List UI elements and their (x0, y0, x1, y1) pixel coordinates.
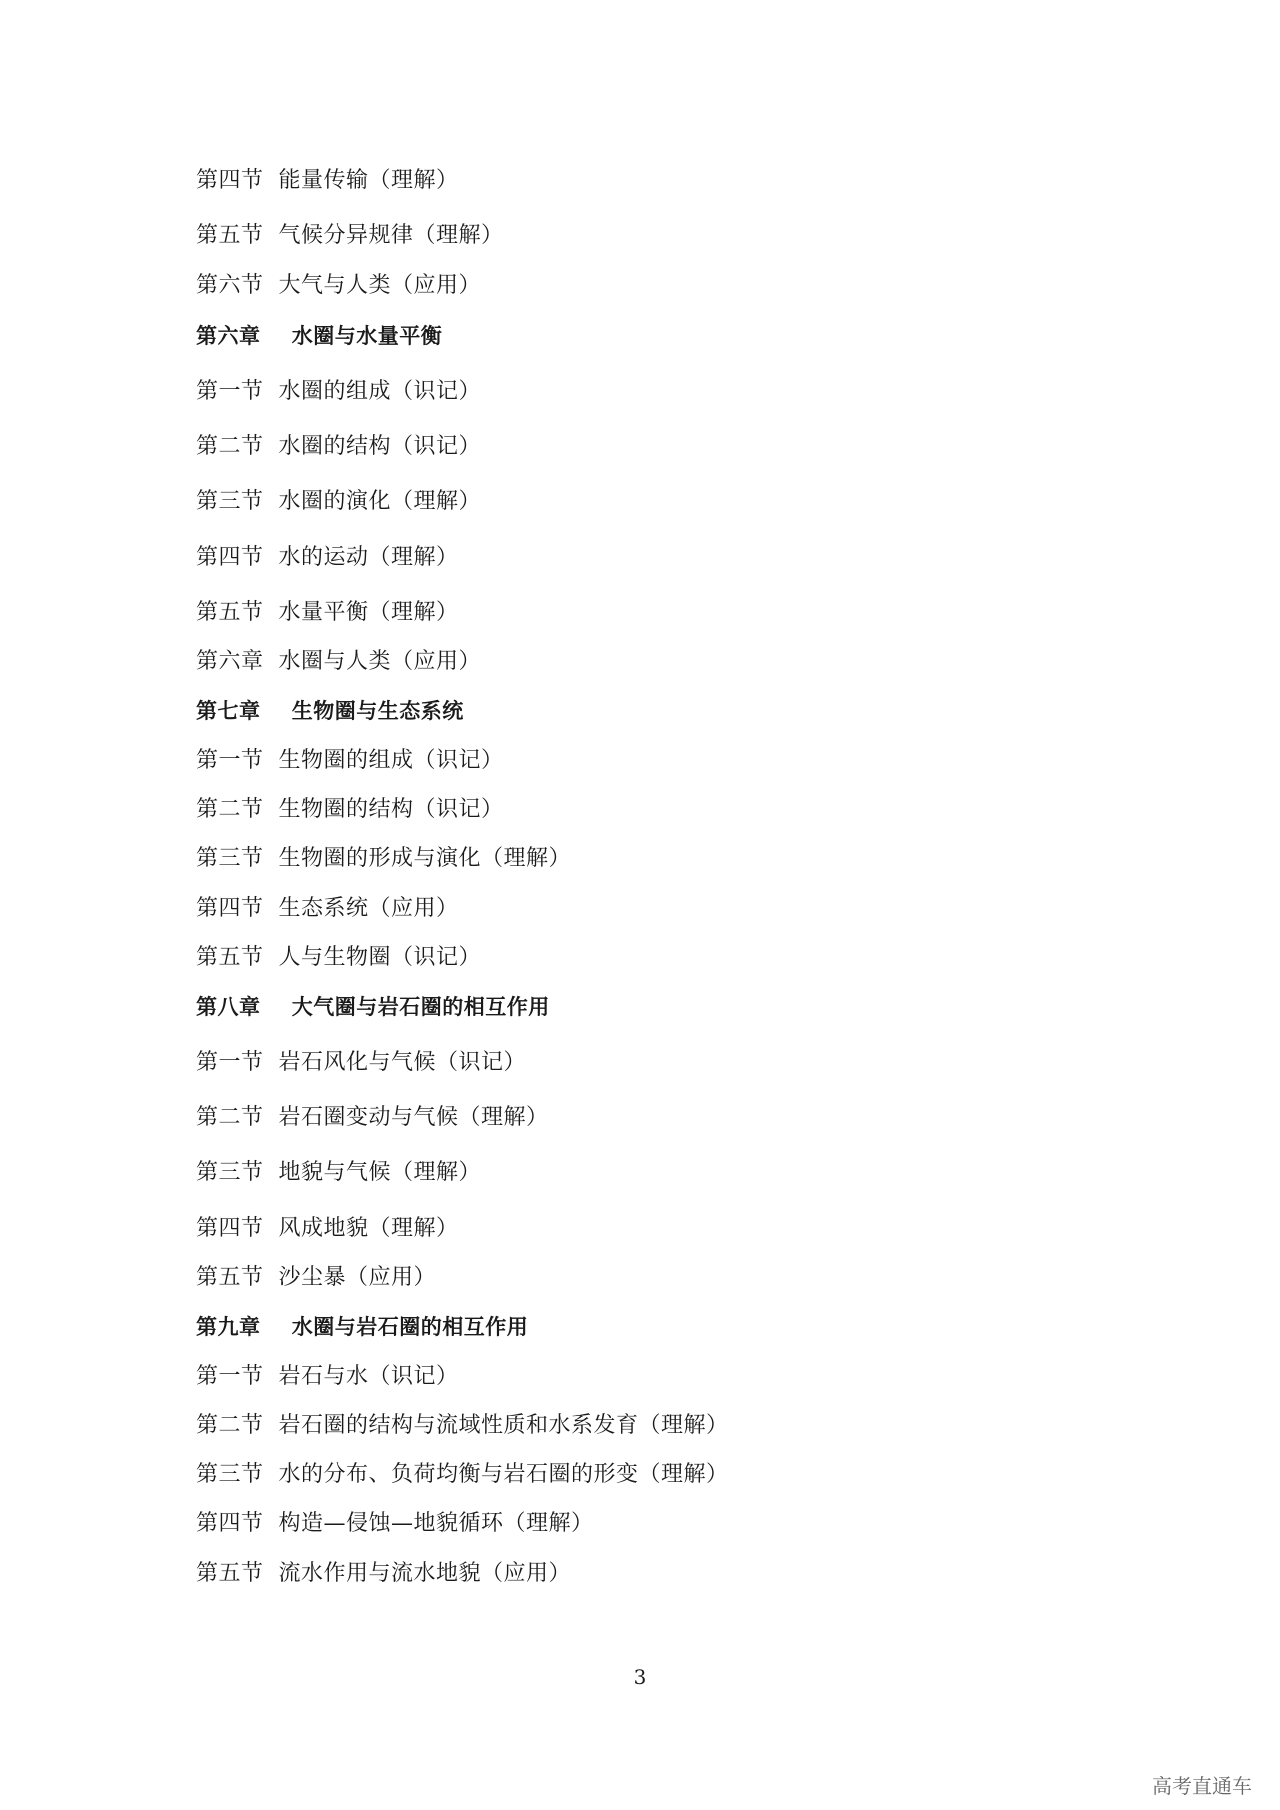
watermark: 高考直通车 (1152, 1774, 1252, 1798)
chapter-heading: 第七章 生物圈与生态系统 (196, 699, 464, 723)
section-item: 第四节 生态系统（应用） (196, 896, 459, 921)
section-item: 第一节 岩石与水（识记） (196, 1364, 459, 1389)
section-item: 第五节 流水作用与流水地貌（应用） (196, 1561, 571, 1586)
section-item: 第二节 生物圈的结构（识记） (196, 797, 504, 822)
section-item: 第二节 岩石圈变动与气候（理解） (196, 1105, 549, 1130)
page-number: 3 (633, 1665, 647, 1689)
chapter-heading: 第六章 水圈与水量平衡 (196, 324, 443, 348)
section-item: 第四节 水的运动（理解） (196, 545, 459, 570)
section-item: 第六章 水圈与人类（应用） (196, 649, 481, 674)
section-item: 第一节 生物圈的组成（识记） (196, 748, 504, 773)
section-item: 第五节 人与生物圈（识记） (196, 945, 481, 970)
chapter-heading: 第九章 水圈与岩石圈的相互作用 (196, 1315, 529, 1339)
section-item: 第四节 风成地貌（理解） (196, 1216, 459, 1241)
section-item: 第一节 岩石风化与气候（识记） (196, 1050, 526, 1075)
section-item: 第五节 气候分异规律（理解） (196, 223, 504, 248)
section-item: 第四节 能量传输（理解） (196, 168, 459, 193)
section-item: 第三节 水的分布、负荷均衡与岩石圈的形变（理解） (196, 1462, 729, 1487)
chapter-heading: 第八章 大气圈与岩石圈的相互作用 (196, 995, 550, 1019)
section-item: 第五节 水量平衡（理解） (196, 600, 459, 625)
section-item: 第五节 沙尘暴（应用） (196, 1265, 436, 1290)
section-item: 第一节 水圈的组成（识记） (196, 379, 481, 404)
section-item: 第二节 水圈的结构（识记） (196, 434, 481, 459)
section-item: 第三节 水圈的演化（理解） (196, 489, 481, 514)
section-item: 第三节 地貌与气候（理解） (196, 1160, 481, 1185)
section-item: 第二节 岩石圈的结构与流域性质和水系发育（理解） (196, 1413, 729, 1438)
section-item: 第六节 大气与人类（应用） (196, 273, 481, 298)
section-item: 第三节 生物圈的形成与演化（理解） (196, 846, 571, 871)
section-item: 第四节 构造—侵蚀—地貌循环（理解） (196, 1511, 594, 1536)
